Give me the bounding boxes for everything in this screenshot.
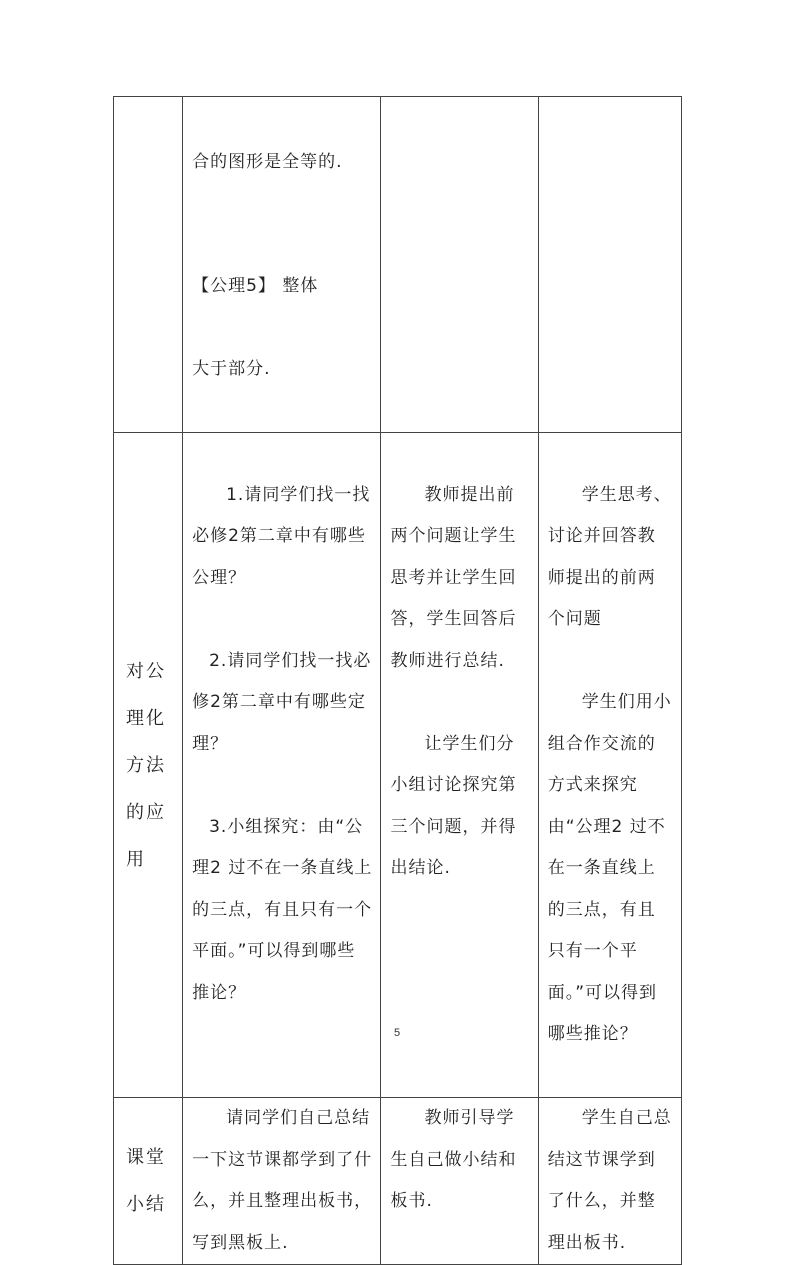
teacher-activity-cell (381, 433, 538, 1098)
summary-task: 请同学们自己总结一下这节课都学到了什么，并且整理出板书，写到黑板上. (192, 1108, 373, 1253)
stage-label: 课堂小结 (126, 1147, 167, 1215)
stage-cell (114, 433, 183, 1098)
page-number: 5 (393, 1027, 401, 1039)
teacher-activity-2: 让学生们分小组讨论探究第三个问题，并得出结论. (390, 733, 517, 878)
axiom-5-text-cont: 大于部分. (192, 359, 271, 379)
student-activity-cell (538, 97, 681, 433)
question-2: 2.请同学们找一找必修2第二章中有哪些定理？ (192, 650, 372, 754)
lesson-plan-table (113, 96, 682, 1265)
teacher-summary: 教师引导学生自己做小结和板书. (390, 1108, 517, 1211)
teacher-activity-1: 教师提出前两个问题让学生思考并让学生回答，学生回答后教师进行总结. (390, 484, 517, 671)
question-3: 3.小组探究：由“公理2 过不在一条直线上的三点，有且只有一个平面。”可以得到哪些推论？ (192, 816, 373, 1003)
teacher-activity-cell (381, 97, 538, 433)
stage-cell (114, 97, 183, 433)
student-activity-2: 学生们用小组合作交流的方式来探究由“公理2 过不在一条直线上的三点，有且只有一个平面。”可以得到哪些推论？ (547, 692, 672, 1044)
content-cell (183, 433, 381, 1098)
student-activity-1: 学生思考、讨论并回答教师提出的前两个问题 (547, 484, 672, 629)
content-cell (183, 97, 381, 433)
student-activity-cell (538, 433, 681, 1098)
table-row (114, 97, 682, 433)
question-1: 1.请同学们找一找必修2第二章中有哪些公理？ (192, 484, 371, 588)
axiom-5-line (192, 225, 372, 308)
axiom-5-label: 【公理5】 (192, 276, 276, 296)
table-row (114, 433, 682, 1098)
stage-label: 对公理化方法的应用 (126, 660, 167, 870)
axiom-5-text: 整体 (282, 276, 319, 296)
axiom-continuation-text: 合的图形是全等的. (192, 151, 343, 172)
student-summary: 学生自己总结这节课学到了什么，并整理出板书. (547, 1108, 672, 1253)
